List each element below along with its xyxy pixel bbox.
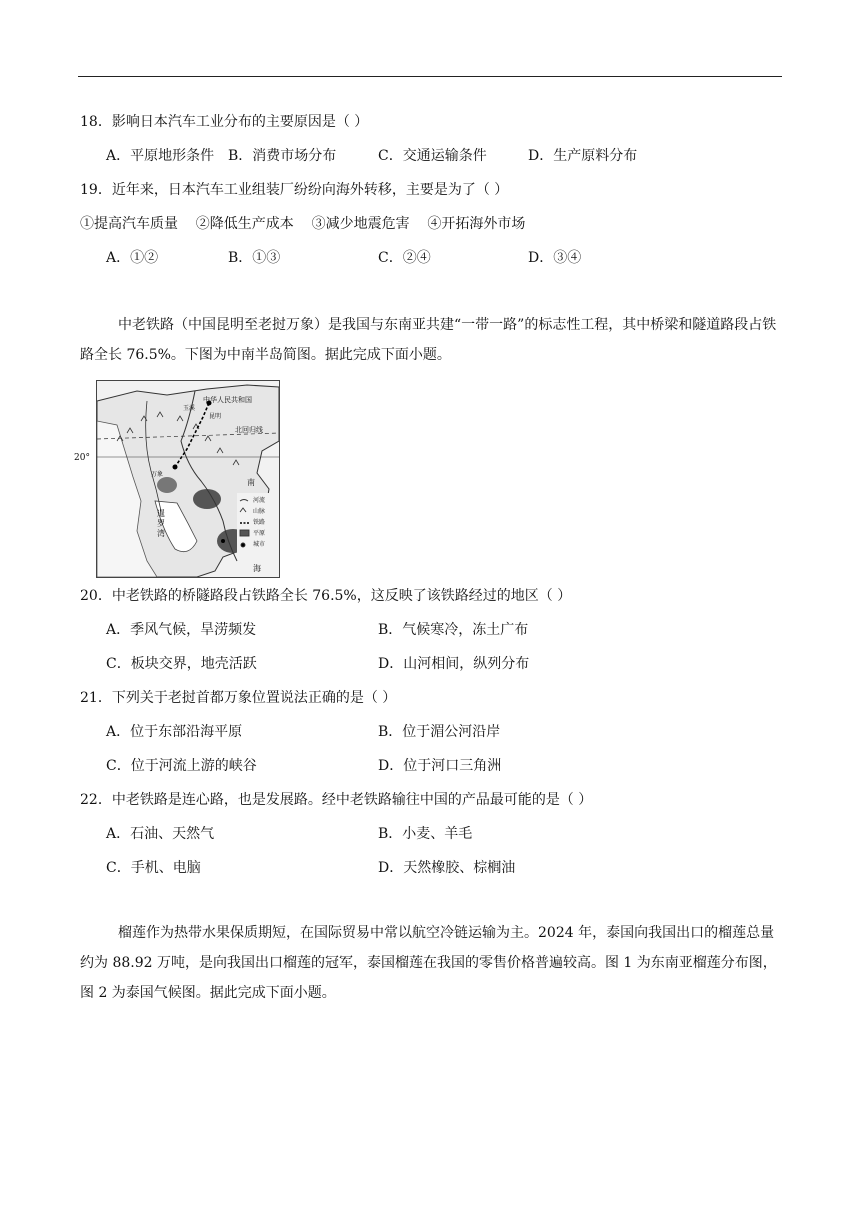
q22-option-b: B．小麦、羊毛 bbox=[378, 826, 473, 842]
question-22-stem: 22．中老铁路是连心路，也是发展路。经中老铁路输往中国的产品最可能的是（ ） bbox=[80, 792, 593, 808]
map-label-gulf: 暹罗湾 bbox=[157, 509, 165, 538]
q20-option-c: C．板块交界，地壳活跃 bbox=[106, 656, 257, 672]
map-label-kunming: 昆明 bbox=[209, 413, 222, 420]
legend-railway: 铁路 bbox=[253, 519, 266, 526]
q19-option-b: B．①③ bbox=[228, 250, 281, 266]
map-label-china: 中华人民共和国 bbox=[203, 396, 252, 404]
question-21-stem: 21．下列关于老挝首都万象位置说法正确的是（ ） bbox=[80, 690, 397, 706]
q19-choices: ①提高汽车质量 ②降低生产成本 ③减少地震危害 ④开拓海外市场 bbox=[80, 216, 526, 232]
q20-option-a: A．季风气候，旱涝频发 bbox=[106, 622, 257, 638]
q18-option-b: B．消费市场分布 bbox=[228, 148, 337, 164]
q18-option-d: D．生产原料分布 bbox=[528, 148, 638, 164]
legend-city: 城市 bbox=[253, 541, 266, 548]
map-label-lat20: 20° bbox=[74, 453, 90, 463]
map-label-sea: 南 bbox=[247, 478, 255, 487]
map-label-bottom: 海 bbox=[253, 564, 261, 573]
q21-option-c: C．位于河流上游的峡谷 bbox=[106, 758, 257, 774]
q22-option-d: D．天然橡胶、棕榈油 bbox=[378, 860, 516, 876]
q19-option-c: C．②④ bbox=[378, 250, 431, 266]
map-label-vientiane: 万象 bbox=[151, 471, 164, 478]
q21-option-a: A．位于东部沿海平原 bbox=[106, 724, 243, 740]
q19-option-a: A．①② bbox=[106, 250, 159, 266]
q18-option-a: A．平原地形条件 bbox=[106, 148, 215, 164]
passage-china-laos-railway: 中老铁路（中国昆明至老挝万象）是我国与东南亚共建“一带一路”的标志性工程，其中桥梁和隧道路段占铁路全长 76.5%。下图为中南半岛简图。据此完成下面小题。 bbox=[80, 317, 777, 363]
header-rule bbox=[78, 76, 782, 77]
q20-option-b: B．气候寒冷，冻土广布 bbox=[378, 622, 529, 638]
q22-option-a: A．石油、天然气 bbox=[106, 826, 215, 842]
q18-option-c: C．交通运输条件 bbox=[378, 148, 487, 164]
map-label-yuxi: 玉溪 bbox=[183, 405, 196, 412]
q21-option-d: D．位于河口三角洲 bbox=[378, 758, 502, 774]
legend-river: 河流 bbox=[253, 497, 266, 504]
map-label-tropic: 北回归线 bbox=[235, 426, 263, 434]
question-20-stem: 20．中老铁路的桥隧路段占铁路全长 76.5%，这反映了该铁路经过的地区（ ） bbox=[80, 588, 572, 604]
q20-option-d: D．山河相间，纵列分布 bbox=[378, 656, 530, 672]
passage-durian: 榴莲作为热带水果保质期短，在国际贸易中常以航空冷链运输为主。2024 年，泰国向我国出口的榴莲总量约为 88.92 万吨，是向我国出口榴莲的冠军，泰国榴莲在我国的零售价格普遍较高。图 1 为东南亚榴莲分布图，图 2 为泰国气候图。据此完成下面小题。 bbox=[80, 925, 777, 1001]
question-18-stem: 18．影响日本汽车工业分布的主要原因是（ ） bbox=[80, 114, 369, 130]
legend-plain: 平原 bbox=[253, 530, 266, 537]
q21-option-b: B．位于湄公河沿岸 bbox=[378, 724, 501, 740]
map-legend bbox=[253, 495, 265, 550]
q19-option-d: D．③④ bbox=[528, 250, 582, 266]
q22-option-c: C．手机、电脑 bbox=[106, 860, 201, 876]
legend-mountain: 山脉 bbox=[253, 508, 266, 515]
question-19-stem: 19．近年来，日本汽车工业组装厂纷纷向海外转移，主要是为了（ ） bbox=[80, 182, 509, 198]
indochina-peninsula-map bbox=[96, 380, 280, 578]
